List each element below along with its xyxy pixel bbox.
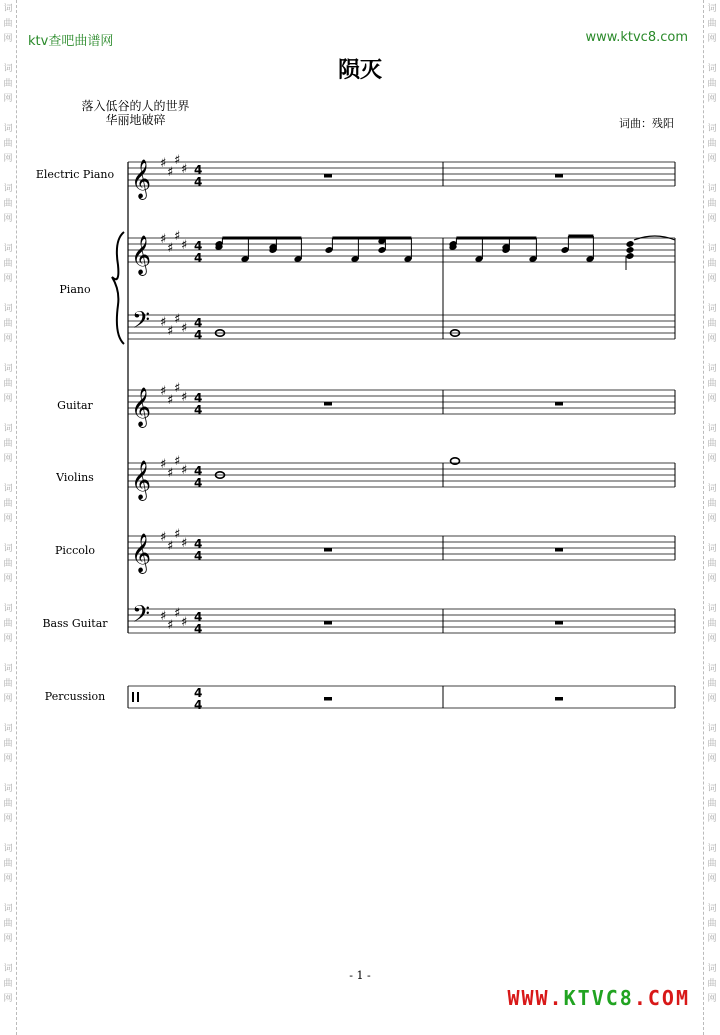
guitar-time-bottom: 4	[194, 403, 203, 417]
watermark-glyphs: 词 曲 网	[3, 484, 13, 524]
instrument-label-electric-piano: Electric Piano	[35, 168, 115, 181]
percussion-time-bottom: 4	[194, 698, 203, 712]
footer-logo	[507, 986, 690, 1010]
watermark-glyphs: 词 曲 网	[707, 184, 717, 224]
violins-time-top: 4	[194, 464, 203, 478]
watermark-glyphs: 词 曲 网	[3, 964, 13, 1004]
piano-bass-sharp: ♯	[167, 324, 174, 339]
subtitle-line-1: 落入低谷的人的世界	[81, 99, 190, 113]
piano-bass-time-bottom: 4	[194, 328, 203, 342]
piccolo-time-top: 4	[194, 537, 203, 551]
piano-bass-bass-clef: 𝄢	[132, 306, 151, 339]
instrument-label-piano: Piano	[59, 283, 91, 296]
piano-brace	[112, 232, 124, 344]
piano-treble-sharp: ♯	[181, 238, 188, 253]
watermark-glyphs: 词 曲 网	[707, 724, 717, 764]
piccolo-sharp: ♯	[181, 536, 188, 551]
bass-guitar-sharp: ♯	[181, 615, 188, 630]
piano-treble-time-bottom: 4	[194, 251, 203, 265]
watermark-glyphs: 词 曲 网	[3, 4, 13, 44]
electric-piano-whole-rest	[324, 174, 332, 178]
instrument-label-violins: Violins	[56, 471, 94, 484]
watermark-glyphs: 词 曲 网	[3, 184, 13, 224]
watermark-glyphs: 词 曲 网	[3, 724, 13, 764]
watermark-glyphs: 词 曲 网	[3, 304, 13, 344]
watermark-glyphs: 词 曲 网	[707, 244, 717, 284]
piccolo-sharp: ♯	[160, 530, 167, 545]
bass-guitar-time-bottom: 4	[194, 622, 203, 636]
watermark-glyphs: 词 曲 网	[3, 844, 13, 884]
watermark-glyphs: 词 曲 网	[707, 784, 717, 824]
piano-treble-time-top: 4	[194, 239, 203, 253]
piano-bass-sharp: ♯	[181, 321, 188, 336]
bass-guitar-whole-rest	[555, 621, 563, 625]
bass-guitar-time-top: 4	[194, 610, 203, 624]
site-url-right[interactable]: www.ktvc8.com	[585, 30, 688, 45]
guitar-time-top: 4	[194, 391, 203, 405]
guitar-sharp: ♯	[174, 381, 181, 396]
violins-treble-clef: 𝄞	[131, 460, 152, 500]
watermark-glyphs: 词 曲 网	[707, 364, 717, 404]
piccolo-whole-rest	[324, 548, 332, 552]
piccolo-sharp: ♯	[167, 539, 174, 554]
bass-guitar-whole-rest	[324, 621, 332, 625]
watermark-glyphs: 词 曲 网	[3, 664, 13, 704]
watermark-glyphs: 词 曲 网	[707, 4, 717, 44]
electric-piano-treble-clef: 𝄞	[131, 159, 152, 199]
percussion-time-top: 4	[194, 686, 203, 700]
instrument-label-guitar: Guitar	[57, 399, 93, 412]
watermark-glyphs: 词 曲 网	[3, 244, 13, 284]
watermark-glyphs: 词 曲 网	[707, 304, 717, 344]
watermark-glyphs: 词 曲 网	[707, 484, 717, 524]
piccolo-treble-clef: 𝄞	[131, 533, 152, 573]
piano-bass-sharp: ♯	[174, 312, 181, 327]
electric-piano-sharp: ♯	[160, 156, 167, 171]
instrument-label-bass-guitar: Bass Guitar	[42, 617, 108, 630]
percussion-clef	[137, 692, 139, 702]
piano-treble-notehead	[625, 246, 634, 254]
watermark-glyphs: 词 曲 网	[3, 904, 13, 944]
logo-brand: KTVC8	[563, 986, 634, 1010]
percussion-whole-rest	[324, 697, 332, 701]
watermark-glyphs: 词 曲 网	[707, 124, 717, 164]
watermark-glyphs: 词 曲 网	[3, 784, 13, 824]
watermark-glyphs: 词 曲 网	[707, 544, 717, 584]
piano-bass-sharp: ♯	[160, 315, 167, 330]
score-title: 陨灭	[337, 58, 382, 83]
electric-piano-sharp: ♯	[181, 162, 188, 177]
guitar-whole-rest	[324, 402, 332, 406]
percussion-whole-rest	[555, 697, 563, 701]
electric-piano-time-top: 4	[194, 163, 203, 177]
piano-treble-sharp: ♯	[160, 232, 167, 247]
violins-sharp: ♯	[174, 454, 181, 469]
watermark-glyphs: 词 曲 网	[707, 424, 717, 464]
guitar-treble-clef: 𝄞	[131, 387, 152, 427]
violins-sharp: ♯	[181, 463, 188, 478]
guitar-sharp: ♯	[181, 390, 188, 405]
guitar-sharp: ♯	[167, 393, 174, 408]
subtitle-line-2: 华丽地破碎	[105, 113, 166, 127]
bass-guitar-sharp: ♯	[167, 618, 174, 633]
instrument-label-piccolo: Piccolo	[54, 544, 95, 557]
logo-suffix: .COM	[633, 986, 690, 1010]
piano-treble-treble-clef: 𝄞	[131, 235, 152, 275]
bass-guitar-sharp: ♯	[160, 609, 167, 624]
guitar-sharp: ♯	[160, 384, 167, 399]
site-name-left[interactable]: ktv查吧曲谱网	[28, 34, 114, 49]
violins-sharp: ♯	[167, 466, 174, 481]
electric-piano-sharp: ♯	[167, 165, 174, 180]
percussion-clef	[132, 692, 134, 702]
bass-guitar-sharp: ♯	[174, 606, 181, 621]
watermark-glyphs: 词 曲 网	[707, 904, 717, 944]
piano-treble-sharp: ♯	[174, 229, 181, 244]
piano-treble-sharp: ♯	[167, 241, 174, 256]
electric-piano-time-bottom: 4	[194, 175, 203, 189]
violins-sharp: ♯	[160, 457, 167, 472]
watermark-glyphs: 词 曲 网	[3, 364, 13, 404]
logo-prefix: WWW.	[507, 986, 564, 1010]
watermark-glyphs: 词 曲 网	[707, 664, 717, 704]
watermark-glyphs: 词 曲 网	[3, 64, 13, 104]
watermark-glyphs: 词 曲 网	[3, 604, 13, 644]
bass-guitar-bass-clef: 𝄢	[132, 600, 151, 633]
piccolo-time-bottom: 4	[194, 549, 203, 563]
watermark-glyphs: 词 曲 网	[707, 64, 717, 104]
watermark-glyphs: 词 曲 网	[3, 544, 13, 584]
piccolo-sharp: ♯	[174, 527, 181, 542]
electric-piano-sharp: ♯	[174, 153, 181, 168]
page-number: - 1 -	[349, 969, 371, 982]
electric-piano-whole-rest	[555, 174, 563, 178]
watermark-glyphs: 词 曲 网	[707, 604, 717, 644]
piano-bass-time-top: 4	[194, 316, 203, 330]
watermark-glyphs: 词 曲 网	[3, 124, 13, 164]
piano-treble-notehead	[625, 240, 634, 248]
piccolo-whole-rest	[555, 548, 563, 552]
watermark-glyphs: 词 曲 网	[707, 964, 717, 1004]
piano-treble-notehead	[625, 252, 634, 260]
instrument-label-percussion: Percussion	[44, 690, 106, 703]
watermark-glyphs: 词 曲 网	[707, 844, 717, 884]
guitar-whole-rest	[555, 402, 563, 406]
violins-time-bottom: 4	[194, 476, 203, 490]
watermark-glyphs: 词 曲 网	[3, 424, 13, 464]
composer-credit: 词曲：残阳	[619, 117, 674, 130]
